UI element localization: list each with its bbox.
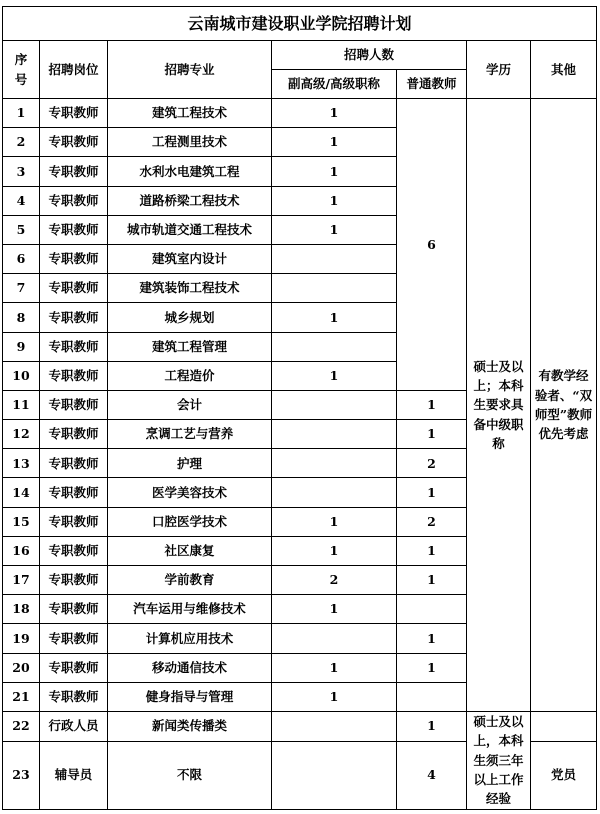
row-major: 烹调工艺与营养: [108, 420, 272, 449]
table-title: 云南城市建设职业学院招聘计划: [3, 7, 597, 41]
row-no: 11: [3, 390, 40, 419]
row-no: 18: [3, 595, 40, 624]
row-post: 专职教师: [40, 244, 108, 273]
row-no: 13: [3, 449, 40, 478]
row-no: 21: [3, 682, 40, 711]
row-no: 12: [3, 420, 40, 449]
row-senior-count: [272, 244, 397, 273]
row-no: 19: [3, 624, 40, 653]
row-post: 专职教师: [40, 536, 108, 565]
row-major: 建筑室内设计: [108, 244, 272, 273]
row-major: 水利水电建筑工程: [108, 157, 272, 186]
row-no: 14: [3, 478, 40, 507]
row-post: 专职教师: [40, 303, 108, 332]
table-row: [3, 99, 597, 128]
row-post: 专职教师: [40, 653, 108, 682]
row-senior-count: 1: [272, 186, 397, 215]
row-senior-count: [272, 449, 397, 478]
header-senior: 副高级/高级职称: [272, 70, 397, 99]
row-major: 移动通信技术: [108, 653, 272, 682]
regular-count-merged: 6: [397, 99, 467, 391]
row-senior-count: 1: [272, 595, 397, 624]
row-regular-count: 1: [397, 536, 467, 565]
row-regular-count: 1: [397, 420, 467, 449]
row-major: 汽车运用与维修技术: [108, 595, 272, 624]
row-post: 专职教师: [40, 99, 108, 128]
row-senior-count: 1: [272, 215, 397, 244]
row-post: 专职教师: [40, 507, 108, 536]
row-major: 计算机应用技术: [108, 624, 272, 653]
header-seq: 序号: [3, 41, 40, 99]
row-major: 城乡规划: [108, 303, 272, 332]
row-post: 专职教师: [40, 566, 108, 595]
row-regular-count: 1: [397, 711, 467, 741]
row-no: 22: [3, 711, 40, 741]
row-senior-count: 1: [272, 653, 397, 682]
row-regular-count: 1: [397, 624, 467, 653]
row-major: 建筑工程管理: [108, 332, 272, 361]
row-no: 15: [3, 507, 40, 536]
row-no: 23: [3, 741, 40, 809]
row-regular-count: 2: [397, 507, 467, 536]
row-post: 专职教师: [40, 682, 108, 711]
row-senior-count: 1: [272, 128, 397, 157]
row-post: 专职教师: [40, 449, 108, 478]
header-regular: 普通教师: [397, 70, 467, 99]
row-major: 健身指导与管理: [108, 682, 272, 711]
row-post: 专职教师: [40, 390, 108, 419]
row-post: 专职教师: [40, 420, 108, 449]
row-major: 道路桥梁工程技术: [108, 186, 272, 215]
row-senior-count: [272, 624, 397, 653]
row-no: 4: [3, 186, 40, 215]
row-post: 专职教师: [40, 478, 108, 507]
row-senior-count: 1: [272, 361, 397, 390]
row-no: 5: [3, 215, 40, 244]
row-major: 口腔医学技术: [108, 507, 272, 536]
row-post: 专职教师: [40, 274, 108, 303]
row-senior-count: [272, 274, 397, 303]
table-row: [3, 711, 597, 741]
header-post: 招聘岗位: [40, 41, 108, 99]
row-senior-count: 1: [272, 536, 397, 565]
row-senior-count: 1: [272, 682, 397, 711]
row-post: 专职教师: [40, 332, 108, 361]
row-no: 1: [3, 99, 40, 128]
row-post: 专职教师: [40, 595, 108, 624]
edu-staff-merged: 硕士及以上，本科生须三年以上工作经验: [467, 711, 531, 809]
row-major: 不限: [108, 741, 272, 809]
row-regular-count: [397, 595, 467, 624]
row-post: 专职教师: [40, 215, 108, 244]
row-regular-count: 1: [397, 653, 467, 682]
row-no: 8: [3, 303, 40, 332]
row-senior-count: [272, 741, 397, 809]
row-no: 17: [3, 566, 40, 595]
row-no: 3: [3, 157, 40, 186]
row-regular-count: 1: [397, 478, 467, 507]
row-major: 工程造价: [108, 361, 272, 390]
row-no: 7: [3, 274, 40, 303]
row-post: 专职教师: [40, 128, 108, 157]
row-major: 学前教育: [108, 566, 272, 595]
row-no: 2: [3, 128, 40, 157]
row-no: 20: [3, 653, 40, 682]
row-no: 16: [3, 536, 40, 565]
row-senior-count: 1: [272, 99, 397, 128]
row-regular-count: 1: [397, 390, 467, 419]
row-major: 会计: [108, 390, 272, 419]
recruitment-table: [2, 6, 597, 810]
row-post: 专职教师: [40, 361, 108, 390]
row-senior-count: [272, 478, 397, 507]
row-senior-count: 1: [272, 303, 397, 332]
row-post: 行政人员: [40, 711, 108, 741]
other-teachers-merged: 有教学经验者、“双师型”教师优先考虑: [531, 99, 597, 712]
header-edu: 学历: [467, 41, 531, 99]
row-post: 专职教师: [40, 624, 108, 653]
row-senior-count: 2: [272, 566, 397, 595]
row-senior-count: [272, 390, 397, 419]
row-major: 护理: [108, 449, 272, 478]
row-major: 工程测里技术: [108, 128, 272, 157]
row-regular-count: 2: [397, 449, 467, 478]
row-regular-count: 4: [397, 741, 467, 809]
row-no: 9: [3, 332, 40, 361]
row-major: 建筑工程技术: [108, 99, 272, 128]
row-regular-count: [397, 682, 467, 711]
other-counselor: 党员: [531, 741, 597, 809]
row-major: 城市轨道交通工程技术: [108, 215, 272, 244]
row-major: 建筑装饰工程技术: [108, 274, 272, 303]
header-count: 招聘人数: [272, 41, 467, 70]
row-senior-count: 1: [272, 507, 397, 536]
row-senior-count: [272, 420, 397, 449]
row-major: 社区康复: [108, 536, 272, 565]
row-post: 专职教师: [40, 157, 108, 186]
row-post: 专职教师: [40, 186, 108, 215]
row-senior-count: 1: [272, 157, 397, 186]
header-other: 其他: [531, 41, 597, 99]
row-senior-count: [272, 332, 397, 361]
row-no: 10: [3, 361, 40, 390]
other-admin-empty: [531, 711, 597, 741]
row-no: 6: [3, 244, 40, 273]
row-major: 医学美容技术: [108, 478, 272, 507]
header-major: 招聘专业: [108, 41, 272, 99]
row-major: 新闻类传播类: [108, 711, 272, 741]
edu-teachers-merged: 硕士及以上；本科生要求具备中级职称: [467, 99, 531, 712]
row-senior-count: [272, 711, 397, 741]
row-regular-count: 1: [397, 566, 467, 595]
row-post: 辅导员: [40, 741, 108, 809]
